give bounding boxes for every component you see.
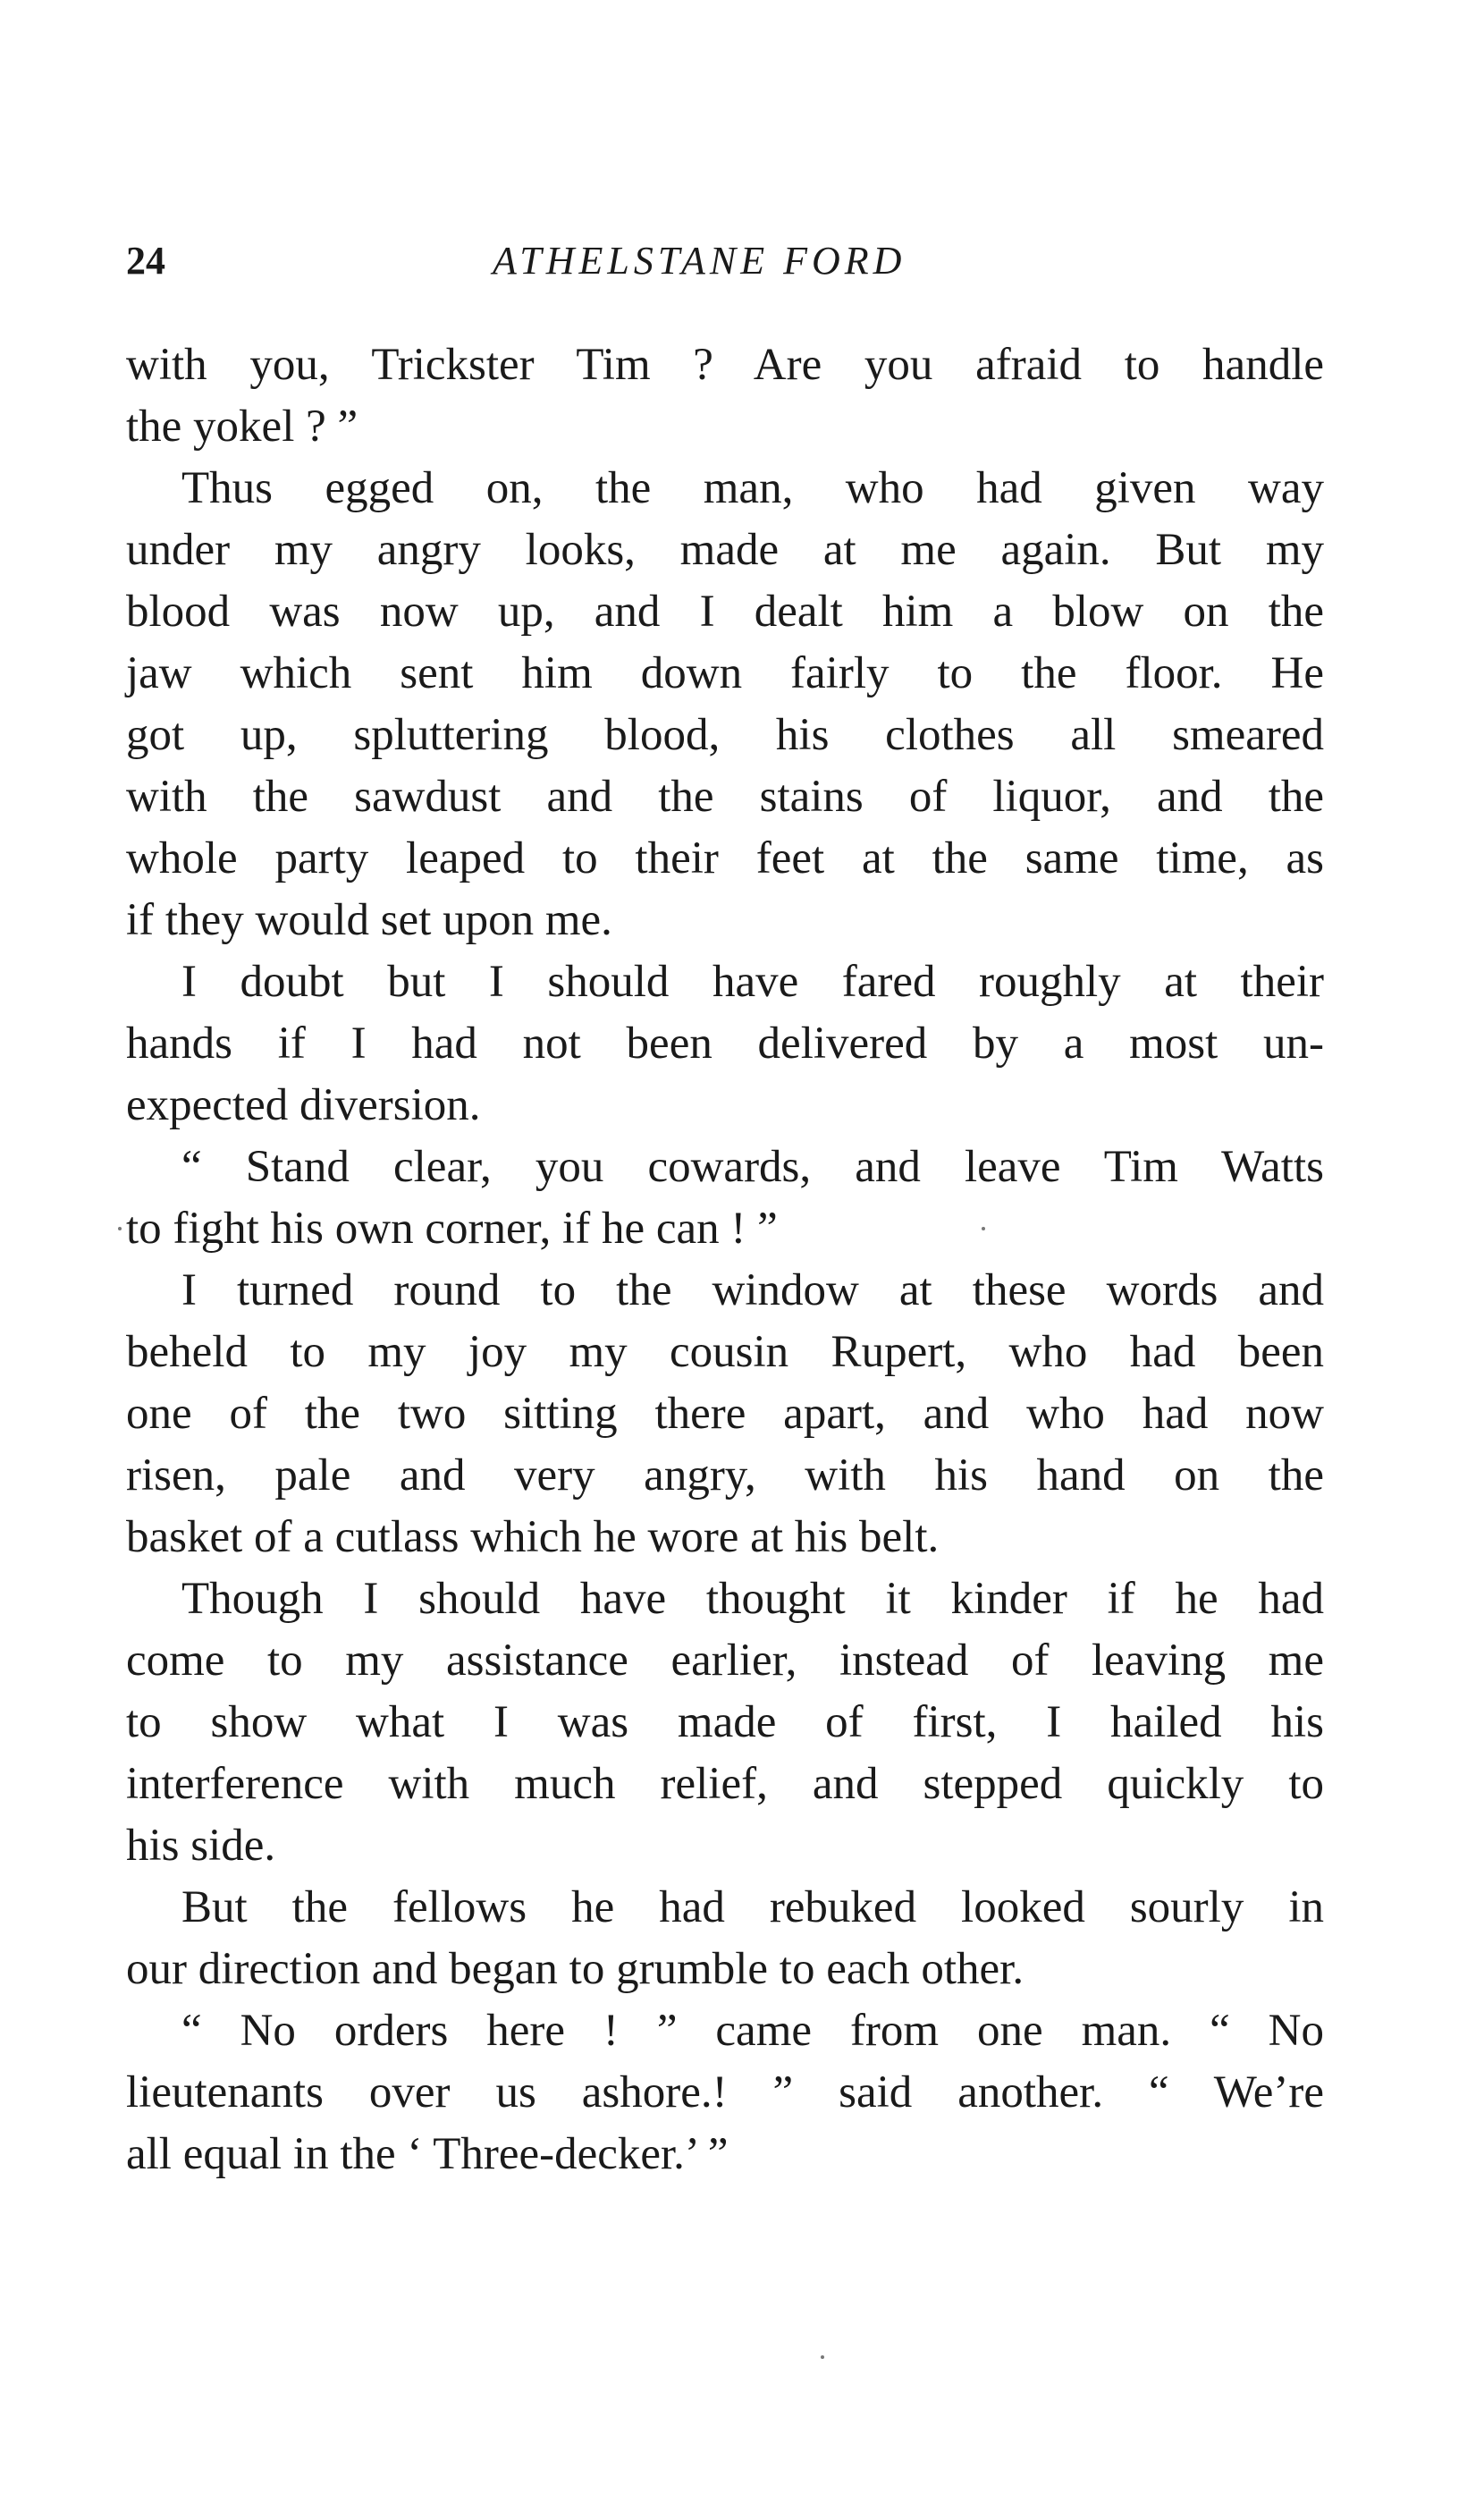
page-number: 24 (126, 239, 165, 283)
paragraph-start-line: Thus egged on, the man, who had given way (181, 463, 1324, 513)
page-header (126, 234, 1324, 288)
text-line: to fight his own corner, if he can ! ” (126, 1204, 778, 1254)
text-line: the yokel ? ” (126, 402, 358, 452)
text-line: blood was now up, and I dealt him a blow on the (126, 587, 1324, 637)
paragraph-start-line: But the fellows he had rebuked looked sourly in (181, 1882, 1324, 1932)
text-line: under my angry looks, made at me again. But my (126, 525, 1324, 575)
paragraph-start-line: “ No orders here ! ” came from one man. “ No (181, 2006, 1324, 2056)
text-line: beheld to my joy my cousin Rupert, who had been (126, 1327, 1324, 1377)
text-line: whole party leaped to their feet at the same time, as (126, 833, 1324, 883)
body-text (126, 334, 1324, 2185)
text-line: interference with much relief, and stepped quickly to (126, 1759, 1324, 1809)
text-line: basket of a cutlass which he wore at his belt. (126, 1512, 940, 1562)
text-line: expected diversion. (126, 1080, 481, 1130)
text-line: with you, Trickster Tim ? Are you afraid to handle (126, 340, 1324, 390)
running-head: ATHELSTANE FORD (493, 239, 906, 283)
paragraph-start-line: Though I should have thought it kinder if he had (181, 1574, 1324, 1624)
paragraph-start-line: I turned round to the window at these words and (181, 1265, 1324, 1315)
text-line: risen, pale and very angry, with his hand on the (126, 1450, 1324, 1500)
text-line: our direction and began to grumble to each other. (126, 1944, 1024, 1994)
text-line: with the sawdust and the stains of liquor, and the (126, 772, 1324, 822)
scan-speck (118, 1227, 122, 1230)
paragraph-start-line: “ Stand clear, you cowards, and leave Tim Watts (181, 1142, 1324, 1192)
text-line: come to my assistance earlier, instead of leaving me (126, 1636, 1324, 1686)
text-line: if they would set upon me. (126, 895, 612, 945)
text-line: got up, spluttering blood, his clothes all smeared (126, 710, 1324, 760)
text-line: to show what I was made of first, I hailed his (126, 1697, 1324, 1747)
text-line: jaw which sent him down fairly to the floor. He (126, 648, 1324, 698)
paragraph-start-line: I doubt but I should have fared roughly at their (181, 957, 1324, 1007)
text-line: hands if I had not been delivered by a most un- (126, 1019, 1324, 1069)
scan-speck (982, 1227, 985, 1230)
scan-speck (821, 2355, 824, 2359)
text-line: all equal in the ‘ Three-decker.’ ” (126, 2129, 729, 2179)
text-line: his side. (126, 1821, 276, 1871)
text-line: lieutenants over us ashore.! ” said another. “ We’re (126, 2067, 1324, 2117)
text-line: one of the two sitting there apart, and who had now (126, 1389, 1324, 1439)
